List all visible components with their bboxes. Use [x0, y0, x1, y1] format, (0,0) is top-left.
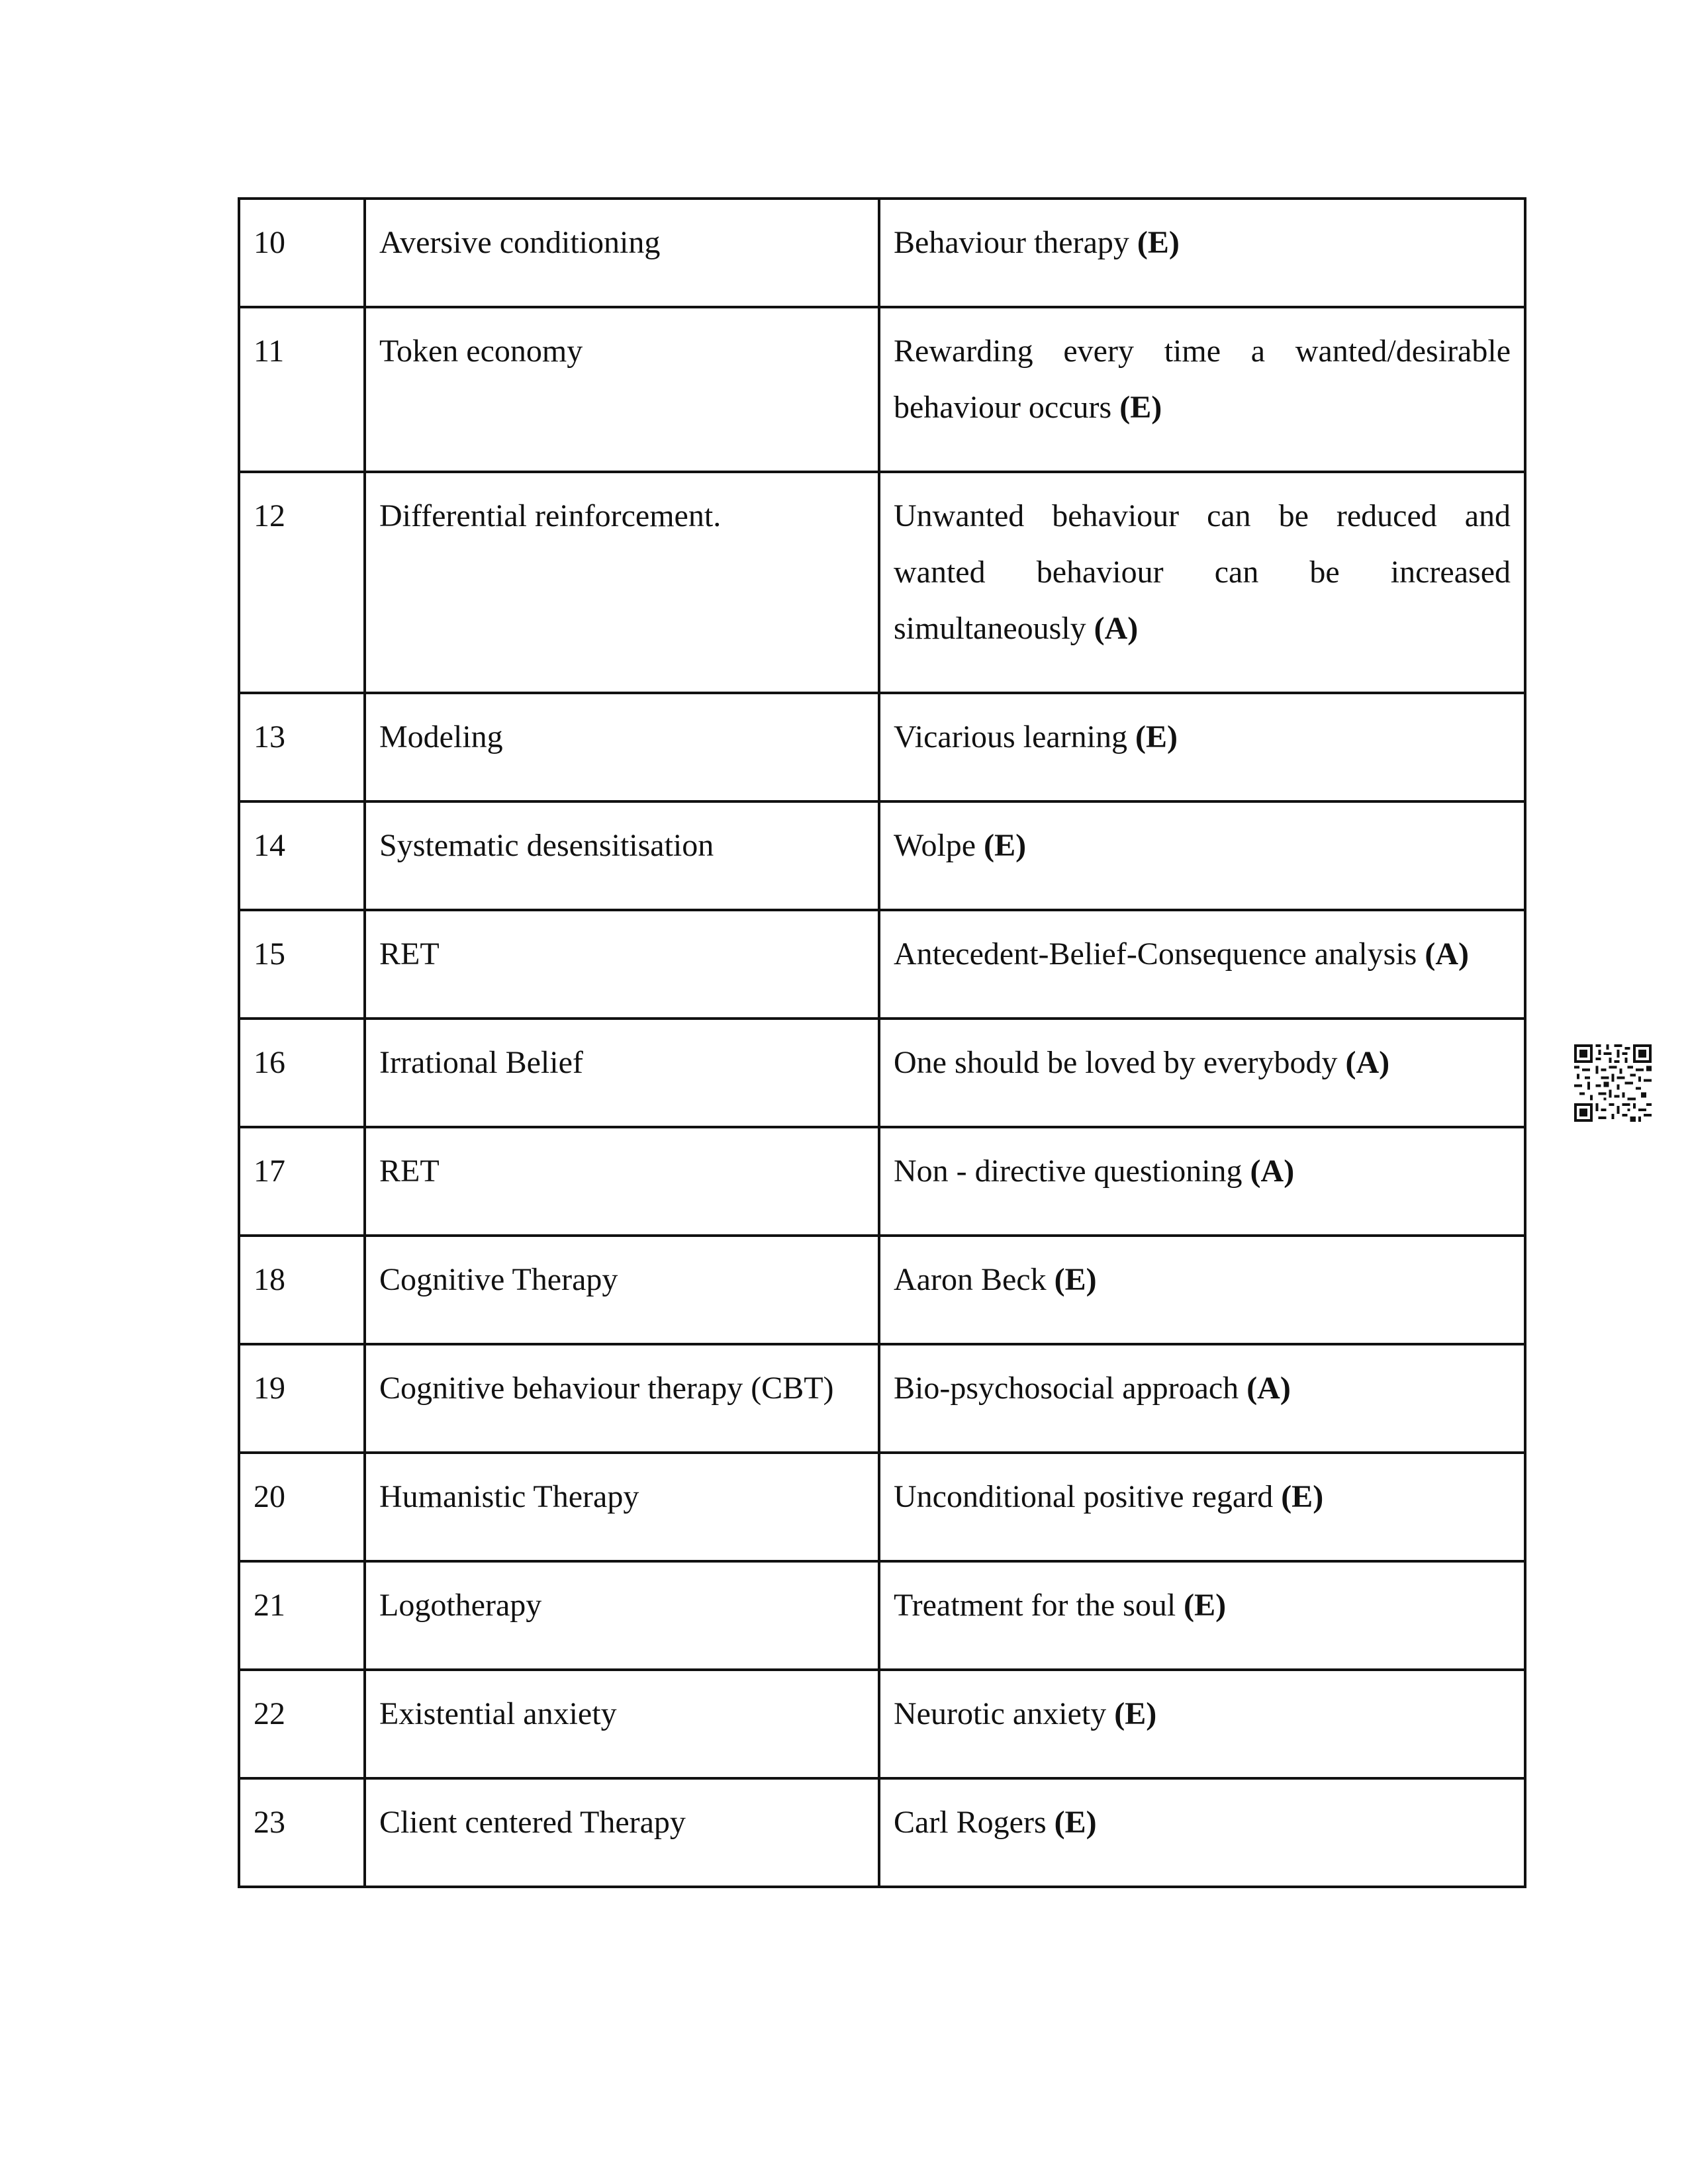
row-term: Logotherapy — [365, 1561, 879, 1670]
row-description — [879, 1019, 1525, 1127]
description-text: Vicarious learning — [894, 719, 1127, 754]
row-description — [879, 1236, 1525, 1344]
row-number: 22 — [239, 1670, 365, 1778]
row-term: Token economy — [365, 307, 879, 472]
table-row — [239, 1778, 1525, 1887]
row-description — [879, 1778, 1525, 1887]
row-term: Irrational Belief — [365, 1019, 879, 1127]
row-term: Cognitive Therapy — [365, 1236, 879, 1344]
description-text: One should be loved by everybody — [894, 1045, 1338, 1080]
row-term: RET — [365, 1127, 879, 1236]
row-term: Differential reinforcement. — [365, 472, 879, 693]
table-row — [239, 307, 1525, 472]
answer-mark: (E) — [984, 828, 1027, 863]
row-term: Modeling — [365, 693, 879, 801]
answer-mark: (E) — [1054, 1805, 1097, 1840]
answer-key-table — [238, 197, 1526, 1888]
row-term: Client centered Therapy — [365, 1778, 879, 1887]
row-number: 16 — [239, 1019, 365, 1127]
description-text: Neurotic anxiety — [894, 1696, 1107, 1731]
row-term: Systematic desensitisation — [365, 801, 879, 910]
description-text: Bio-psychosocial approach — [894, 1371, 1239, 1406]
answer-mark: (E) — [1281, 1479, 1324, 1514]
row-term: Humanistic Therapy — [365, 1453, 879, 1561]
row-description — [879, 1344, 1525, 1453]
answer-mark: (E) — [1135, 719, 1178, 754]
description-text: Antecedent-Belief-Consequence analysis — [894, 936, 1417, 972]
row-description — [879, 307, 1525, 472]
answer-mark: (A) — [1250, 1154, 1295, 1189]
table-row — [239, 910, 1525, 1019]
description-text: Aaron Beck — [894, 1262, 1047, 1297]
description-text: Carl Rogers — [894, 1805, 1047, 1840]
description-text: Wolpe — [894, 828, 976, 863]
row-number: 21 — [239, 1561, 365, 1670]
table-row — [239, 1670, 1525, 1778]
answer-mark: (A) — [1094, 611, 1139, 646]
answer-mark: (E) — [1184, 1588, 1227, 1623]
description-text: Non - directive questioning — [894, 1154, 1243, 1189]
description-text: Rewarding every time a wanted/desirable behaviour occurs — [894, 334, 1511, 425]
row-number: 12 — [239, 472, 365, 693]
row-description — [879, 472, 1525, 693]
answer-mark: (E) — [1114, 1696, 1157, 1731]
answer-mark: (A) — [1345, 1045, 1390, 1080]
row-number: 14 — [239, 801, 365, 910]
row-number: 10 — [239, 199, 365, 307]
row-description — [879, 693, 1525, 801]
table-row — [239, 472, 1525, 693]
table-row — [239, 1127, 1525, 1236]
row-description — [879, 801, 1525, 910]
table-row — [239, 693, 1525, 801]
row-number: 17 — [239, 1127, 365, 1236]
row-number: 23 — [239, 1778, 365, 1887]
row-term: Cognitive behaviour therapy (CBT) — [365, 1344, 879, 1453]
answer-mark: (A) — [1246, 1371, 1291, 1406]
row-description — [879, 199, 1525, 307]
row-term: Aversive conditioning — [365, 199, 879, 307]
description-text: Behaviour therapy — [894, 225, 1129, 260]
row-term: RET — [365, 910, 879, 1019]
row-number: 11 — [239, 307, 365, 472]
table-row — [239, 1236, 1525, 1344]
answer-mark: (E) — [1054, 1262, 1097, 1297]
qr-code-icon — [1574, 1044, 1652, 1122]
description-text: Unconditional positive regard — [894, 1479, 1274, 1514]
description-text: Unwanted behaviour can be reduced and wanted behaviour can be increased simultaneously — [894, 498, 1511, 646]
table-row — [239, 801, 1525, 910]
row-description — [879, 1453, 1525, 1561]
description-text: Treatment for the soul — [894, 1588, 1176, 1623]
row-description — [879, 910, 1525, 1019]
row-number: 13 — [239, 693, 365, 801]
table-row — [239, 1019, 1525, 1127]
answer-mark: (A) — [1425, 936, 1469, 972]
answer-mark: (E) — [1137, 225, 1180, 260]
row-description — [879, 1127, 1525, 1236]
row-description — [879, 1670, 1525, 1778]
table-row — [239, 199, 1525, 307]
table-row — [239, 1561, 1525, 1670]
table-row — [239, 1453, 1525, 1561]
row-number: 20 — [239, 1453, 365, 1561]
answer-mark: (E) — [1119, 390, 1162, 425]
row-description — [879, 1561, 1525, 1670]
table-row — [239, 1344, 1525, 1453]
row-number: 15 — [239, 910, 365, 1019]
row-term: Existential anxiety — [365, 1670, 879, 1778]
row-number: 19 — [239, 1344, 365, 1453]
row-number: 18 — [239, 1236, 365, 1344]
